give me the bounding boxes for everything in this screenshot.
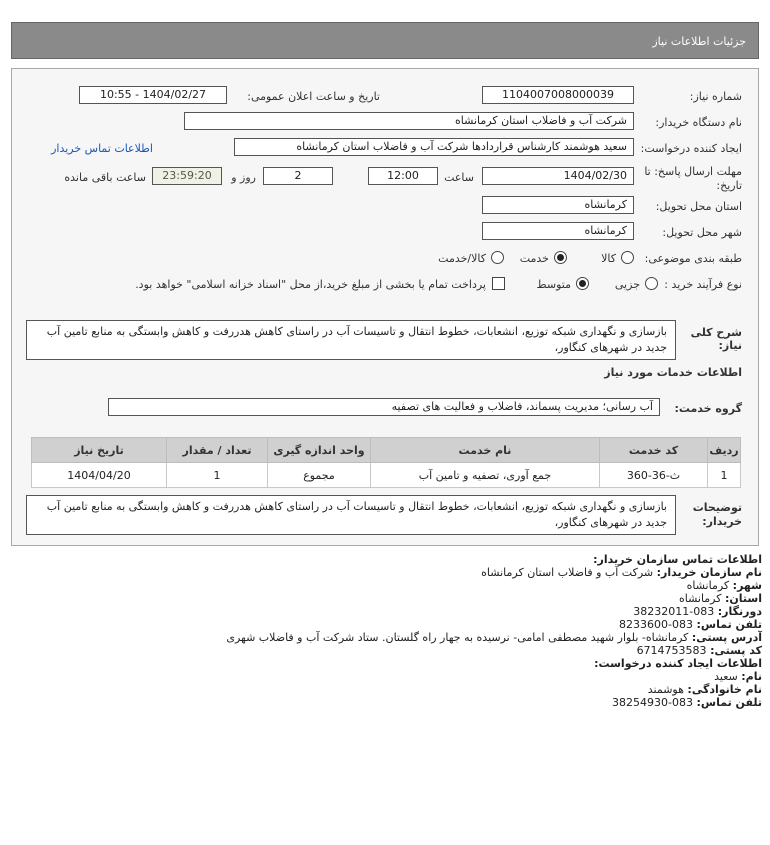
announce-label: تاریخ و ساعت اعلان عمومی: xyxy=(247,90,380,103)
city-field: کرمانشاه xyxy=(482,222,634,240)
buyer-notes-text: بازسازی و نگهداری شبکه توزیع، انشعابات، خطوط انتقال و تاسیسات آب در راستای کاهش هدررفت و کاهش وابستگی به منابع تامین آب جدید در شهرهای کنگاور، xyxy=(26,495,676,535)
col-row: ردیف xyxy=(708,438,741,463)
category-label: طبقه بندی موضوعی: xyxy=(644,252,742,265)
description-label-2: نیاز: xyxy=(718,339,742,352)
contact-address-label: آدرس پستی: xyxy=(691,631,762,644)
buyer-notes-label-2: خریدار: xyxy=(702,515,742,528)
col-name: نام خدمت xyxy=(371,438,600,463)
contact-org-label: نام سازمان خریدار: xyxy=(656,566,762,579)
creator-info-title: اطلاعات ایجاد کننده درخواست: xyxy=(594,657,762,670)
col-quantity: تعداد / مقدار xyxy=(167,438,268,463)
contact-org: شرکت آب و فاضلاب استان کرمانشاه xyxy=(481,566,654,579)
cell-name: جمع آوری، تصفیه و تامین آب xyxy=(371,463,600,488)
creator-label: ایجاد کننده درخواست: xyxy=(640,142,742,155)
contact-city-label: شهر: xyxy=(732,579,762,592)
process-radio-medium[interactable] xyxy=(576,277,589,290)
category-option-goods: کالا xyxy=(601,252,616,265)
cell-need-date: 1404/04/20 xyxy=(32,463,167,488)
deadline-label: مهلت ارسال پاسخ: تا xyxy=(644,165,742,178)
category-option-service: خدمت xyxy=(519,252,549,265)
deadline-time-label: ساعت xyxy=(444,171,474,184)
deadline-date-field: 1404/02/30 xyxy=(482,167,634,185)
contact-fax: 083-38232011 xyxy=(633,605,715,618)
contact-info xyxy=(12,553,762,709)
process-radio-minor[interactable] xyxy=(645,277,658,290)
deadline-time-field: 12:00 xyxy=(368,167,438,185)
contact-city: کرمانشاه xyxy=(686,579,730,592)
process-label: نوع فرآیند خرید : xyxy=(664,278,742,291)
service-group-label: گروه خدمت: xyxy=(674,402,742,415)
contact-postal-label: کد پستی: xyxy=(710,644,762,657)
category-radio-service[interactable] xyxy=(554,251,567,264)
contact-phone: 083-8233600 xyxy=(619,618,694,631)
services-section-title: اطلاعات خدمات مورد نیاز xyxy=(604,366,742,379)
description-text: بازسازی و نگهداری شبکه توزیع، انشعابات، خطوط انتقال و تاسیسات آب در راستای کاهش هدررفت و کاهش وابستگی به منابع تامین آب جدید در شهرهای کنگاور، xyxy=(26,320,676,360)
need-number-field: 1104007008000039 xyxy=(482,86,634,104)
creator-family-label: نام خانوادگی: xyxy=(687,683,762,696)
category-radio-goods[interactable] xyxy=(621,251,634,264)
deadline-label-date: تاریخ: xyxy=(716,179,742,192)
remaining-label: ساعت باقی مانده xyxy=(64,171,146,184)
creator-phone-label: تلفن تماس: xyxy=(696,696,762,709)
description-label: شرح کلی xyxy=(690,326,742,339)
page-header xyxy=(11,22,759,59)
cell-quantity: 1 xyxy=(167,463,268,488)
days-field: 2 xyxy=(263,167,333,185)
contact-address: کرمانشاه- بلوار شهید مصطفی امامی- نرسیده به جهار راه گلستان. ستاد شرکت آب و فاضلاب شهری xyxy=(226,631,689,644)
creator-phone: 083-38254930 xyxy=(612,696,694,709)
table-row xyxy=(32,463,741,488)
category-radio-goods-service[interactable] xyxy=(491,251,504,264)
treasury-payment-note: پرداخت تمام یا بخشی از مبلغ خرید،از محل "اسناد خزانه اسلامی" خواهد بود. xyxy=(135,278,486,291)
cell-unit: مجموع xyxy=(268,463,371,488)
remaining-time-field: 23:59:20 xyxy=(152,167,222,185)
contact-fax-label: دورنگار: xyxy=(717,605,762,618)
services-table xyxy=(31,437,741,488)
days-label: روز و xyxy=(231,171,256,184)
city-label: شهر محل تحویل: xyxy=(662,226,742,239)
creator-name: سعید xyxy=(714,670,738,683)
treasury-payment-checkbox[interactable] xyxy=(492,277,505,290)
process-option-minor: جزیی xyxy=(614,278,640,291)
buyer-org-field: شرکت آب و فاضلاب استان کرمانشاه xyxy=(184,112,634,130)
page-title: جزئیات اطلاعات نیاز xyxy=(652,35,746,48)
creator-field: سعید هوشمند کارشناس قراردادها شرکت آب و فاضلاب استان کرمانشاه xyxy=(234,138,634,156)
service-group-field: آب رسانی؛ مدیریت پسماند، فاضلاب و فعالیت های تصفیه xyxy=(108,398,660,416)
contact-title: اطلاعات تماس سازمان خریدار: xyxy=(593,553,762,566)
cell-row: 1 xyxy=(708,463,741,488)
province-label: استان محل تحویل: xyxy=(655,200,742,213)
services-table-header xyxy=(32,438,741,463)
category-option-goods-service: کالا/خدمت xyxy=(438,252,486,265)
col-need-date: تاریخ نیاز xyxy=(32,438,167,463)
process-option-medium: متوسط xyxy=(536,278,571,291)
need-number-label: شماره نیاز: xyxy=(689,90,742,103)
buyer-org-label: نام دستگاه خریدار: xyxy=(655,116,742,129)
creator-name-label: نام: xyxy=(741,670,762,683)
contact-phone-label: تلفن تماس: xyxy=(696,618,762,631)
creator-family: هوشمند xyxy=(647,683,684,696)
announce-field: 1404/02/27 - 10:55 xyxy=(79,86,227,104)
col-unit: واحد اندازه گیری xyxy=(268,438,371,463)
cell-code: ث-36-360 xyxy=(600,463,708,488)
contact-province: کرمانشاه xyxy=(678,592,722,605)
contact-province-label: استان: xyxy=(725,592,762,605)
province-field: کرمانشاه xyxy=(482,196,634,214)
buyer-notes-label: توضیحات xyxy=(692,501,742,514)
contact-postal: 6714753583 xyxy=(636,644,707,657)
col-code: کد خدمت xyxy=(600,438,708,463)
buyer-contact-link[interactable]: اطلاعات تماس خریدار xyxy=(51,142,153,155)
